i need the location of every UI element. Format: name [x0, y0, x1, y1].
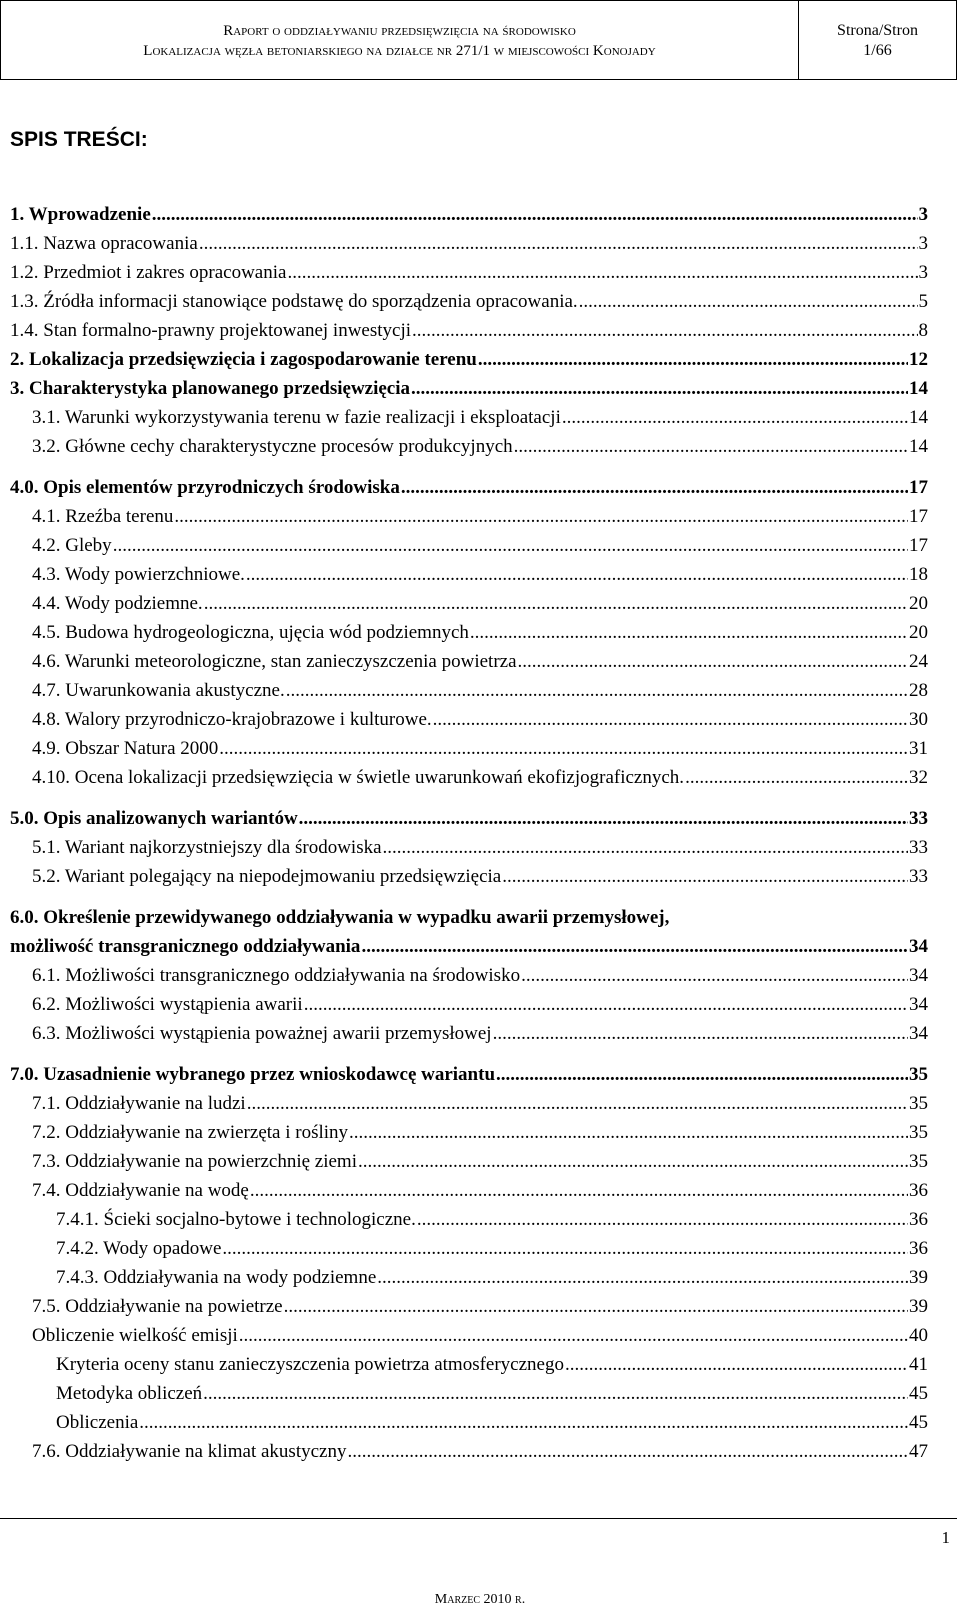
toc-entry-title: 4.9. Obszar Natura 2000 [32, 738, 219, 759]
toc-entry-title: 4.3. Wody powierzchniowe. [32, 564, 245, 585]
toc-leader-dots [411, 374, 908, 403]
toc-entry[interactable] [10, 705, 928, 734]
toc-entry[interactable] [10, 1263, 928, 1292]
toc-entry-page: 14 [909, 378, 928, 399]
toc-leader-dots [493, 1019, 908, 1048]
toc-leader-dots [383, 833, 908, 862]
toc-entry[interactable] [10, 1147, 928, 1176]
toc-entry[interactable] [10, 862, 928, 891]
toc-entry-page: 28 [909, 680, 928, 701]
toc-entry[interactable] [10, 990, 928, 1019]
toc-leader-dots [496, 1060, 908, 1089]
toc-entry-page: 30 [909, 709, 928, 730]
toc-entry-page: 45 [909, 1412, 928, 1433]
toc-entry-title: 6.1. Możliwości transgranicznego oddziaływania na środowisko [32, 965, 521, 986]
toc-entry-page: 36 [909, 1209, 928, 1230]
toc-leader-dots [239, 1321, 908, 1350]
header-page-cell [799, 1, 956, 79]
toc-entry-page: 35 [909, 1064, 928, 1085]
table-of-contents [10, 200, 928, 1466]
toc-entry-title: 7.4.2. Wody opadowe [56, 1238, 222, 1259]
toc-entry[interactable] [10, 932, 928, 961]
page-header [0, 0, 957, 80]
toc-entry[interactable] [10, 1019, 928, 1048]
footer-divider [0, 1518, 957, 1519]
toc-entry[interactable] [10, 432, 928, 461]
toc-leader-dots [349, 1118, 908, 1147]
toc-entry-page: 14 [909, 436, 928, 457]
toc-entry-page: 17 [909, 506, 928, 527]
header-page-count: 1/66 [863, 42, 892, 59]
toc-entry-page: 5 [918, 291, 928, 312]
toc-entry-title: Obliczenie wielkość emisji [32, 1325, 238, 1346]
toc-leader-dots [152, 200, 918, 229]
toc-leader-dots [199, 229, 918, 258]
toc-entry-title: 7.4. Oddziaływanie na wodę [32, 1180, 249, 1201]
toc-entry[interactable] [10, 647, 928, 676]
toc-entry-page: 18 [909, 564, 928, 585]
toc-entry-page: 36 [909, 1180, 928, 1201]
toc-entry-title: 2. Lokalizacja przedsięwzięcia i zagospodarowanie terenu [10, 349, 477, 370]
toc-entry[interactable] [10, 1350, 928, 1379]
toc-leader-dots [361, 932, 908, 961]
toc-entry-page: 17 [909, 477, 928, 498]
toc-entry[interactable] [10, 1089, 928, 1118]
toc-entry-title: 3.1. Warunki wykorzystywania terenu w fazie realizacji i eksploatacji [32, 407, 561, 428]
toc-entry-title: 1.2. Przedmiot i zakres opracowania [10, 262, 287, 283]
toc-entry[interactable] [10, 531, 928, 560]
toc-entry-page: 45 [909, 1383, 928, 1404]
toc-leader-dots [219, 734, 908, 763]
toc-leader-dots [139, 1408, 908, 1437]
toc-entry-page: 34 [909, 1023, 928, 1044]
toc-entry-page: 33 [909, 837, 928, 858]
toc-entry-title: 7.5. Oddziaływanie na powietrze [32, 1296, 283, 1317]
toc-entry-title: 1.4. Stan formalno-prawny projektowanej inwestycji [10, 320, 412, 341]
header-title-line2: Lokalizacja węzła betoniarskiego na działce nr 271/1 w miejscowości Konojady [143, 43, 656, 59]
toc-entry-page: 34 [909, 994, 928, 1015]
toc-entry-page: 3 [918, 204, 928, 225]
toc-entry[interactable] [10, 200, 928, 229]
toc-entry[interactable] [10, 833, 928, 862]
toc-leader-dots [518, 647, 908, 676]
header-title-cell [1, 1, 799, 79]
toc-entry-title: 7.4.1. Ścieki socjalno-bytowe i technologiczne. [56, 1209, 416, 1230]
toc-entry[interactable] [10, 502, 928, 531]
toc-entry-title: 1. Wprowadzenie [10, 204, 151, 225]
toc-entry[interactable] [10, 734, 928, 763]
toc-leader-dots [299, 804, 908, 833]
toc-leader-dots [685, 763, 908, 792]
toc-entry[interactable] [10, 345, 928, 374]
toc-entry-title: 6.0. Określenie przewidywanego oddziaływania w wypadku awarii przemysłowej, [10, 907, 670, 928]
toc-entry[interactable] [10, 618, 928, 647]
toc-entry-title: 6.3. Możliwości wystąpienia poważnej awarii przemysłowej [32, 1023, 492, 1044]
toc-leader-dots [579, 287, 918, 316]
toc-entry-title: 4.2. Gleby [32, 535, 112, 556]
toc-entry-page: 14 [909, 407, 928, 428]
toc-entry-page: 3 [918, 262, 928, 283]
toc-entry[interactable] [10, 287, 928, 316]
toc-entry-page: 20 [909, 593, 928, 614]
toc-entry-title: Kryteria oceny stanu zanieczyszczenia powietrza atmosferycznego [56, 1354, 564, 1375]
toc-entry-title: 1.1. Nazwa opracowania [10, 233, 198, 254]
toc-entry-page: 17 [909, 535, 928, 556]
header-page-label: Strona/Stron [837, 22, 918, 39]
toc-entry-title: 6.2. Możliwości wystąpienia awarii [32, 994, 303, 1015]
toc-entry-page: 34 [909, 936, 928, 957]
toc-entry-page: 34 [909, 965, 928, 986]
toc-leader-dots [250, 1176, 908, 1205]
toc-leader-dots [286, 676, 908, 705]
toc-entry[interactable] [10, 1437, 928, 1466]
toc-entry[interactable] [10, 763, 928, 792]
toc-entry-title: 3. Charakterystyka planowanego przedsięwzięcia [10, 378, 411, 399]
toc-leader-dots [521, 961, 908, 990]
toc-entry-title: 7.2. Oddziaływanie na zwierzęta i rośliny [32, 1122, 349, 1143]
toc-entry-page: 33 [909, 866, 928, 887]
toc-entry-title: 3.2. Główne cechy charakterystyczne procesów produkcyjnych [32, 436, 513, 457]
toc-entry-page: 36 [909, 1238, 928, 1259]
toc-entry-title: 4.8. Walory przyrodniczo-krajobrazowe i kulturowe. [32, 709, 432, 730]
toc-leader-dots [417, 1205, 908, 1234]
toc-entry[interactable] [10, 589, 928, 618]
toc-entry[interactable] [10, 560, 928, 589]
toc-entry-title: 4.4. Wody podziemne. [32, 593, 203, 614]
toc-entry[interactable] [10, 1060, 928, 1089]
toc-entry[interactable] [10, 1176, 928, 1205]
toc-leader-dots [478, 345, 908, 374]
toc-leader-dots [412, 316, 917, 345]
toc-entry-title: 4.1. Rzeźba terenu [32, 506, 174, 527]
toc-leader-dots [347, 1437, 908, 1466]
toc-entry[interactable] [10, 473, 928, 502]
toc-leader-dots [287, 258, 917, 287]
toc-leader-dots [204, 589, 908, 618]
toc-leader-dots [222, 1234, 908, 1263]
toc-entry-title: 5.2. Wariant polegający na niepodejmowaniu przedsięwzięcia [32, 866, 502, 887]
toc-leader-dots [203, 1379, 908, 1408]
toc-entry-title: 7.1. Oddziaływanie na ludzi [32, 1093, 246, 1114]
toc-entry-title: 4.0. Opis elementów przyrodniczych środowiska [10, 477, 400, 498]
toc-entry[interactable] [10, 1205, 928, 1234]
toc-entry-title: 5.1. Wariant najkorzystniejszy dla środowiska [32, 837, 382, 858]
toc-entry[interactable] [10, 316, 928, 345]
toc-entry[interactable] [10, 961, 928, 990]
toc-entry-page: 39 [909, 1296, 928, 1317]
toc-entry-page: 3 [918, 233, 928, 254]
toc-leader-dots [377, 1263, 908, 1292]
toc-leader-dots [284, 1292, 908, 1321]
toc-entry[interactable] [10, 1292, 928, 1321]
toc-entry-title: Obliczenia [56, 1412, 139, 1433]
toc-entry-page: 35 [909, 1151, 928, 1172]
toc-leader-dots [470, 618, 908, 647]
toc-entry-title: 7.4.3. Oddziaływania na wody podziemne [56, 1267, 377, 1288]
toc-leader-dots [565, 1350, 908, 1379]
toc-entry-page: 35 [909, 1122, 928, 1143]
toc-leader-dots [113, 531, 908, 560]
toc-leader-dots [401, 473, 908, 502]
toc-entry-page: 40 [909, 1325, 928, 1346]
toc-entry-title: 4.6. Warunki meteorologiczne, stan zanieczyszczenia powietrza [32, 651, 517, 672]
toc-entry-page: 20 [909, 622, 928, 643]
toc-leader-dots [174, 502, 908, 531]
page-number: 1 [941, 1528, 950, 1547]
toc-leader-dots [358, 1147, 908, 1176]
toc-leader-dots [246, 560, 908, 589]
toc-entry-page: 41 [909, 1354, 928, 1375]
toc-title: SPIS TREŚCI: [10, 128, 148, 151]
toc-entry-page: 47 [909, 1441, 928, 1462]
toc-entry[interactable] [10, 1118, 928, 1147]
header-title-line1: Raport o oddziaływaniu przedsięwzięcia na środowisko [223, 23, 576, 39]
toc-entry[interactable] [10, 1321, 928, 1350]
toc-entry-title: 5.0. Opis analizowanych wariantów [10, 808, 298, 829]
toc-entry-title: Metodyka obliczeń [56, 1383, 203, 1404]
toc-entry-title: 7.3. Oddziaływanie na powierzchnię ziemi [32, 1151, 357, 1172]
toc-entry-title: 7.0. Uzasadnienie wybranego przez wnioskodawcę wariantu [10, 1064, 496, 1085]
toc-entry[interactable] [10, 903, 928, 932]
toc-leader-dots [247, 1089, 908, 1118]
toc-entry[interactable] [10, 374, 928, 403]
toc-entry[interactable] [10, 1379, 928, 1408]
toc-entry-page: 33 [909, 808, 928, 829]
toc-entry-title: 4.10. Ocena lokalizacji przedsięwzięcia w świetle uwarunkowań ekofizjograficznych. [32, 767, 685, 788]
toc-entry-title: 4.7. Uwarunkowania akustyczne. [32, 680, 285, 701]
toc-entry-page: 12 [909, 349, 928, 370]
toc-entry-title: 1.3. Źródła informacji stanowiące podstawę do sporządzenia opracowania. [10, 291, 578, 312]
toc-leader-dots [304, 990, 908, 1019]
toc-entry[interactable] [10, 676, 928, 705]
toc-entry-page: 31 [909, 738, 928, 759]
toc-entry[interactable] [10, 804, 928, 833]
toc-entry-page: 8 [918, 320, 928, 341]
footer-date: Marzec 2010 r. [434, 1592, 526, 1607]
toc-entry[interactable] [10, 403, 928, 432]
toc-leader-dots [562, 403, 908, 432]
toc-entry-title: 4.5. Budowa hydrogeologiczna, ujęcia wód podziemnych [32, 622, 469, 643]
toc-leader-dots [433, 705, 908, 734]
toc-entry-page: 24 [909, 651, 928, 672]
toc-entry-page: 32 [909, 767, 928, 788]
toc-entry-title: możliwość transgranicznego oddziaływania [10, 936, 361, 957]
toc-entry[interactable] [10, 229, 928, 258]
toc-entry[interactable] [10, 1408, 928, 1437]
toc-leader-dots [502, 862, 908, 891]
toc-leader-dots [514, 432, 908, 461]
toc-entry[interactable] [10, 258, 928, 287]
toc-entry-page: 35 [909, 1093, 928, 1114]
toc-entry-page: 39 [909, 1267, 928, 1288]
toc-entry[interactable] [10, 1234, 928, 1263]
toc-entry-title: 7.6. Oddziaływanie na klimat akustyczny [32, 1441, 347, 1462]
